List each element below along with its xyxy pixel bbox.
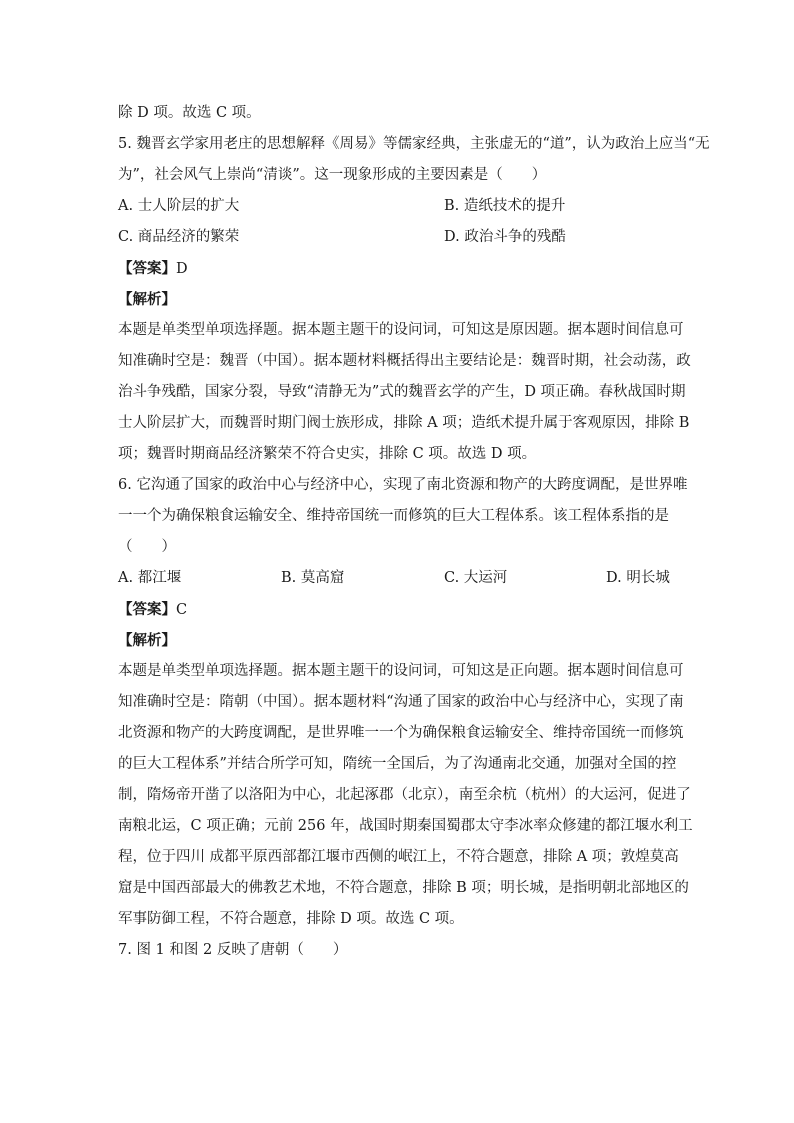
question-6-stem-line-3: （ ） — [118, 539, 176, 555]
question-6-analysis-line-4: 的巨大工程体系”并结合所学可知，隋统一全国后，为了沟通南北交通，加强对全国的控 — [118, 756, 677, 772]
question-6-answer — [118, 594, 680, 625]
question-7 — [118, 935, 680, 966]
question-6-options-row — [118, 563, 680, 594]
question-5-stem-line-2: 为”，社会风气上崇尚“清谈”。这一现象形成的主要因素是（ ） — [118, 167, 547, 183]
option-b: B. 莫高窟 — [281, 570, 345, 586]
question-6-analysis-tag: 【解析】 — [118, 632, 176, 649]
question-5-analysis-line-2: 知准确时空是：魏晋（中国）。据本题材料概括得出主要结论是：魏晋时期，社会动荡，政 — [118, 353, 691, 369]
question-5-analysis-line-3: 治斗争残酷，国家分裂，导致“清静无为”式的魏晋玄学的产生，D 项正确。春秋战国时期 — [118, 384, 686, 400]
option-a: A. 士人阶层的扩大 — [118, 198, 240, 214]
question-6-analysis-line-1: 本题是单类型单项选择题。据本题主题干的设问词，可知这是正向题。据本题时间信息可 — [118, 663, 684, 679]
answer-tag: 【答案】 — [118, 601, 176, 618]
answer-value: C — [176, 602, 188, 618]
option-b: B. 造纸技术的提升 — [444, 198, 566, 214]
question-7-stem-line-1: 7. 图 1 和图 2 反映了唐朝（ ） — [118, 942, 348, 958]
question-5-stem-line-1: 5. 魏晋玄学家用老庄的思想解释《周易》等儒家经典，主张虚无的“道”，认为政治上应当“无 — [118, 136, 710, 152]
option-a: A. 都江堰 — [118, 570, 182, 586]
question-5-analysis-line-5: 项；魏晋时期商品经济繁荣不符合史实，排除 C 项。故选 D 项。 — [118, 446, 537, 462]
option-c: C. 大运河 — [444, 570, 508, 586]
question-6-analysis-line-7: 程，位于四川 成都平原西部都江堰市西侧的岷江上，不符合题意，排除 A 项；敦煌莫高 — [118, 849, 679, 865]
previous-answer-tail: 除 D 项。故选 C 项。 — [118, 105, 261, 121]
question-5-analysis-line-4: 士人阶层扩大，而魏晋时期门阀士族形成，排除 A 项；造纸术提升属于客观原因，排除 B — [118, 415, 690, 431]
answer-tag: 【答案】 — [118, 260, 176, 277]
question-6-analysis-line-8: 窟是中国西部最大的佛教艺术地，不符合题意，排除 B 项；明长城，是指明朝北部地区的 — [118, 880, 689, 896]
question-5-analysis-tag: 【解析】 — [118, 291, 176, 308]
question-5-answer — [118, 253, 680, 284]
question-5-options-row-1 — [118, 191, 680, 222]
document-page — [118, 98, 710, 966]
question-6-analysis-line-2: 知准确时空是：隋朝（中国）。据本题材料“沟通了国家的政治中心与经济中心，实现了南 — [118, 694, 684, 710]
answer-value: D — [176, 261, 188, 277]
question-6-stem-line-2: 一一个为确保粮食运输安全、维持帝国统一而修筑的巨大工程体系。该工程体系指的是 — [118, 508, 669, 524]
question-5-options-row-2 — [118, 222, 680, 253]
option-d: D. 明长城 — [606, 570, 670, 586]
question-6-stem-line-1: 6. 它沟通了国家的政治中心与经济中心，实现了南北资源和物产的大跨度调配，是世界唯 — [118, 477, 688, 493]
question-6-analysis-line-5: 制，隋炀帝开凿了以洛阳为中心，北起涿郡（北京），南至余杭（杭州）的大运河，促进了 — [118, 787, 691, 803]
question-6 — [118, 470, 693, 935]
question-5-analysis-line-1: 本题是单类型单项选择题。据本题主题干的设问词，可知这是原因题。据本题时间信息可 — [118, 322, 684, 338]
question-6-analysis-line-9: 军事防御工程，不符合题意，排除 D 项。故选 C 项。 — [118, 911, 464, 927]
question-6-analysis-line-6: 南粮北运，C 项正确；元前 256 年，战国时期秦国蜀郡太守李冰率众修建的都江堰水利工 — [118, 818, 693, 834]
option-c: C. 商品经济的繁荣 — [118, 229, 240, 245]
option-d: D. 政治斗争的残酷 — [444, 229, 566, 245]
question-6-analysis-line-3: 北资源和物产的大跨度调配，是世界唯一一个为确保粮食运输安全、维持帝国统一而修筑 — [118, 725, 684, 741]
question-5 — [118, 129, 710, 470]
